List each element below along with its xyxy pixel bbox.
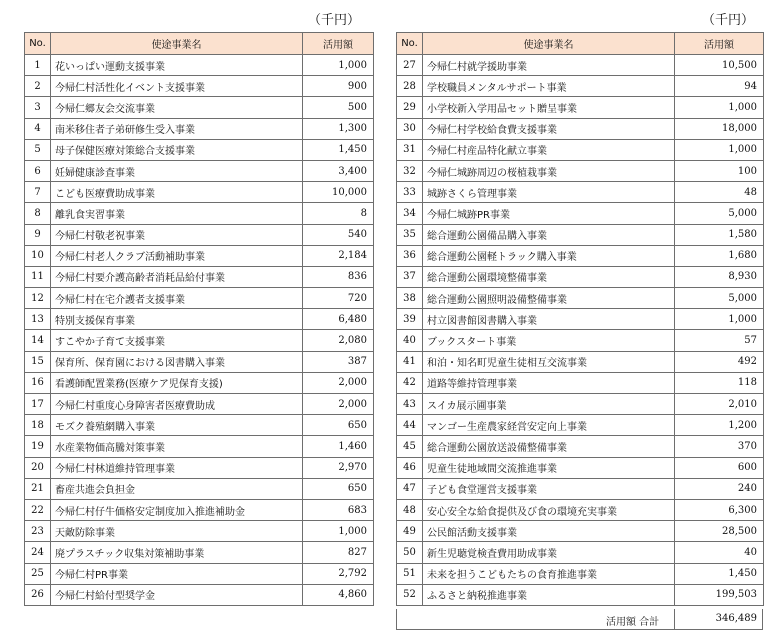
row-name: 今帰仁村産品特化献立事業 [423, 139, 675, 160]
row-name: 今帰仁村給付型奨学金 [51, 584, 303, 605]
row-amount: 1,450 [303, 139, 374, 160]
table-row [397, 76, 764, 97]
row-no: 39 [397, 309, 423, 330]
row-name: 公民館活動支援事業 [423, 521, 675, 542]
table-row [25, 563, 374, 584]
row-no: 2 [25, 76, 51, 97]
row-no: 13 [25, 309, 51, 330]
row-amount: 118 [675, 372, 764, 393]
table-row [25, 245, 374, 266]
row-no: 45 [397, 436, 423, 457]
table-row [25, 584, 374, 605]
row-no: 43 [397, 394, 423, 415]
table-row [397, 309, 764, 330]
allocation-table-right [396, 32, 764, 606]
row-amount: 3,400 [303, 160, 374, 181]
table-row [25, 224, 374, 245]
row-no: 11 [25, 266, 51, 287]
row-amount: 199,503 [675, 584, 764, 605]
row-name: 今帰仁村在宅介護者支援事業 [51, 288, 303, 309]
row-no: 25 [25, 563, 51, 584]
row-no: 44 [397, 415, 423, 436]
row-name: 今帰仁城跡周辺の桜植栽事業 [423, 160, 675, 181]
table-row [25, 521, 374, 542]
row-name: 南米移住者子弟研修生受入事業 [51, 118, 303, 139]
row-no: 8 [25, 203, 51, 224]
row-amount: 18,000 [675, 118, 764, 139]
row-no: 50 [397, 542, 423, 563]
row-no: 34 [397, 203, 423, 224]
row-name: 今帰仁村就学援助事業 [423, 55, 675, 76]
table-row [25, 542, 374, 563]
row-amount: 650 [303, 415, 374, 436]
header-amount: 活用額 [303, 33, 374, 55]
table-row [25, 288, 374, 309]
row-name: 水産業物価高騰対策事業 [51, 436, 303, 457]
table-row [25, 330, 374, 351]
table-row [25, 182, 374, 203]
row-no: 36 [397, 245, 423, 266]
total-label: 活用額 合計 [606, 617, 660, 628]
table-row [25, 394, 374, 415]
row-no: 37 [397, 266, 423, 287]
row-amount: 492 [675, 351, 764, 372]
row-name: ブックスタート事業 [423, 330, 675, 351]
total-amount: 346,489 [715, 613, 757, 624]
row-amount: 4,860 [303, 584, 374, 605]
row-name: 子ども食堂運営支援事業 [423, 478, 675, 499]
table-row [25, 118, 374, 139]
row-no: 46 [397, 457, 423, 478]
allocation-table-left [24, 32, 374, 606]
row-amount: 8 [303, 203, 374, 224]
row-no: 41 [397, 351, 423, 372]
row-name: 今帰仁村林道維持管理事業 [51, 457, 303, 478]
row-name: 今帰仁村学校給食費支援事業 [423, 118, 675, 139]
table-row [397, 351, 764, 372]
row-name: 和泊・知名町児童生徒相互交流事業 [423, 351, 675, 372]
row-amount: 1,680 [675, 245, 764, 266]
row-no: 18 [25, 415, 51, 436]
row-amount: 8,930 [675, 266, 764, 287]
row-name: 総合運動公園備品購入事業 [423, 224, 675, 245]
row-amount: 48 [675, 182, 764, 203]
row-name: 今帰仁村PR事業 [51, 563, 303, 584]
table-row [397, 457, 764, 478]
row-amount: 387 [303, 351, 374, 372]
row-no: 6 [25, 160, 51, 181]
row-amount: 720 [303, 288, 374, 309]
row-no: 33 [397, 182, 423, 203]
row-no: 5 [25, 139, 51, 160]
row-amount: 827 [303, 542, 374, 563]
table-row [25, 266, 374, 287]
row-no: 40 [397, 330, 423, 351]
unit-label-right: （千円） [702, 13, 755, 28]
row-name: すこやか子育て支援事業 [51, 330, 303, 351]
row-no: 30 [397, 118, 423, 139]
row-no: 12 [25, 288, 51, 309]
row-name: 廃プラスチック収集対策補助事業 [51, 542, 303, 563]
row-name: 総合運動公園照明設備整備事業 [423, 288, 675, 309]
table-row [25, 436, 374, 457]
row-amount: 1,300 [303, 118, 374, 139]
table-row [397, 521, 764, 542]
row-no: 22 [25, 499, 51, 520]
row-amount: 1,000 [303, 55, 374, 76]
row-amount: 6,300 [675, 499, 764, 520]
row-no: 17 [25, 394, 51, 415]
table-row [397, 224, 764, 245]
row-name: 安心安全な給食提供及び食の環境充実事業 [423, 499, 675, 520]
row-amount: 2,080 [303, 330, 374, 351]
row-amount: 900 [303, 76, 374, 97]
unit-label-left: （千円） [308, 13, 361, 28]
table-row [397, 542, 764, 563]
table-row [25, 415, 374, 436]
row-no: 31 [397, 139, 423, 160]
table-row [25, 499, 374, 520]
row-no: 10 [25, 245, 51, 266]
table-row [25, 478, 374, 499]
row-name: 村立図書館図書購入事業 [423, 309, 675, 330]
table-row [397, 499, 764, 520]
row-amount: 6,480 [303, 309, 374, 330]
table-row [397, 139, 764, 160]
row-name: 児童生徒地域間交流推進事業 [423, 457, 675, 478]
table-row [397, 55, 764, 76]
row-name: 花いっぱい運動支援事業 [51, 55, 303, 76]
row-name: 今帰仁城跡PR事業 [423, 203, 675, 224]
row-name: こども医療費助成事業 [51, 182, 303, 203]
row-amount: 5,000 [675, 203, 764, 224]
row-no: 23 [25, 521, 51, 542]
row-amount: 57 [675, 330, 764, 351]
row-name: 新生児聴覚検査費用助成事業 [423, 542, 675, 563]
row-amount: 1,000 [675, 309, 764, 330]
row-no: 21 [25, 478, 51, 499]
row-no: 48 [397, 499, 423, 520]
table-row [397, 372, 764, 393]
row-amount: 40 [675, 542, 764, 563]
table-row [25, 139, 374, 160]
row-no: 3 [25, 97, 51, 118]
row-no: 32 [397, 160, 423, 181]
row-amount: 5,000 [675, 288, 764, 309]
row-name: 今帰仁村老人クラブ活動補助事業 [51, 245, 303, 266]
total-row [396, 609, 763, 630]
row-name: 道路等維持管理事業 [423, 372, 675, 393]
row-no: 27 [397, 55, 423, 76]
table-row [397, 97, 764, 118]
row-name: モズク養殖網購入事業 [51, 415, 303, 436]
row-name: 看護師配置業務(医療ケア児保育支援) [51, 372, 303, 393]
table-row [25, 97, 374, 118]
row-amount: 10,500 [675, 55, 764, 76]
row-name: 城跡さくら管理事業 [423, 182, 675, 203]
table-row [397, 203, 764, 224]
table-row [25, 76, 374, 97]
row-amount: 836 [303, 266, 374, 287]
table-row [397, 330, 764, 351]
table-row [397, 478, 764, 499]
table-row [397, 436, 764, 457]
row-amount: 100 [675, 160, 764, 181]
row-no: 1 [25, 55, 51, 76]
table-row [25, 55, 374, 76]
row-name: 総合運動公園軽トラック購入事業 [423, 245, 675, 266]
row-no: 9 [25, 224, 51, 245]
row-amount: 1,580 [675, 224, 764, 245]
row-amount: 1,000 [303, 521, 374, 542]
row-amount: 2,010 [675, 394, 764, 415]
row-amount: 2,000 [303, 394, 374, 415]
row-no: 4 [25, 118, 51, 139]
row-no: 52 [397, 584, 423, 605]
row-name: 特別支援保育事業 [51, 309, 303, 330]
row-amount: 500 [303, 97, 374, 118]
row-name: 今帰仁村重度心身障害者医療費助成 [51, 394, 303, 415]
row-name: 母子保健医療対策総合支援事業 [51, 139, 303, 160]
row-no: 49 [397, 521, 423, 542]
table-row [397, 584, 764, 605]
row-name: 総合運動公園放送設備整備事業 [423, 436, 675, 457]
header-no: No. [25, 33, 51, 55]
row-name: 天敵防除事業 [51, 521, 303, 542]
row-name: 未来を担うこどもたちの食育推進事業 [423, 563, 675, 584]
row-amount: 1,460 [303, 436, 374, 457]
table-row [397, 160, 764, 181]
header-amount: 活用額 [675, 33, 764, 55]
table-row [25, 372, 374, 393]
header-no: No. [397, 33, 423, 55]
row-no: 15 [25, 351, 51, 372]
row-name: 学校職員メンタルサポート事業 [423, 76, 675, 97]
header-name: 使途事業名 [423, 33, 675, 55]
row-amount: 650 [303, 478, 374, 499]
table-row [25, 160, 374, 181]
row-name: 今帰仁村仔牛価格安定制度加入推進補助金 [51, 499, 303, 520]
row-amount: 10,000 [303, 182, 374, 203]
row-amount: 2,000 [303, 372, 374, 393]
row-amount: 2,184 [303, 245, 374, 266]
row-amount: 1,000 [675, 139, 764, 160]
row-amount: 540 [303, 224, 374, 245]
table-row [25, 457, 374, 478]
row-amount: 2,792 [303, 563, 374, 584]
table-row [397, 266, 764, 287]
row-amount: 1,000 [675, 97, 764, 118]
row-amount: 683 [303, 499, 374, 520]
table-row [397, 118, 764, 139]
row-no: 16 [25, 372, 51, 393]
row-no: 20 [25, 457, 51, 478]
row-no: 47 [397, 478, 423, 499]
row-no: 14 [25, 330, 51, 351]
row-name: 畜産共進会負担金 [51, 478, 303, 499]
row-no: 26 [25, 584, 51, 605]
table-header [397, 33, 764, 55]
row-name: 小学校新入学用品セット贈呈事業 [423, 97, 675, 118]
table-row [397, 415, 764, 436]
row-no: 7 [25, 182, 51, 203]
row-amount: 2,970 [303, 457, 374, 478]
row-no: 24 [25, 542, 51, 563]
row-amount: 600 [675, 457, 764, 478]
row-no: 51 [397, 563, 423, 584]
row-no: 19 [25, 436, 51, 457]
row-amount: 94 [675, 76, 764, 97]
row-name: 今帰仁村要介護高齢者消耗品給付事業 [51, 266, 303, 287]
row-amount: 240 [675, 478, 764, 499]
table-row [397, 182, 764, 203]
row-amount: 1,450 [675, 563, 764, 584]
row-name: マンゴー生産農家経営安定向上事業 [423, 415, 675, 436]
table-row [25, 351, 374, 372]
row-name: ふるさと納税推進事業 [423, 584, 675, 605]
row-no: 38 [397, 288, 423, 309]
table-header [25, 33, 374, 55]
row-no: 28 [397, 76, 423, 97]
table-row [25, 203, 374, 224]
row-name: 今帰仁村敬老祝事業 [51, 224, 303, 245]
row-name: 今帰仁郷友会交流事業 [51, 97, 303, 118]
header-name: 使途事業名 [51, 33, 303, 55]
row-name: 離乳食実習事業 [51, 203, 303, 224]
row-amount: 28,500 [675, 521, 764, 542]
table-row [25, 309, 374, 330]
row-amount: 1,200 [675, 415, 764, 436]
row-amount: 370 [675, 436, 764, 457]
table-row [397, 394, 764, 415]
table-row [397, 563, 764, 584]
row-name: 今帰仁村活性化イベント支援事業 [51, 76, 303, 97]
row-name: 総合運動公園環境整備事業 [423, 266, 675, 287]
row-no: 35 [397, 224, 423, 245]
row-name: スイカ展示圃事業 [423, 394, 675, 415]
row-no: 42 [397, 372, 423, 393]
table-row [397, 245, 764, 266]
table-row [397, 288, 764, 309]
row-name: 保育所、保育園における図書購入事業 [51, 351, 303, 372]
row-no: 29 [397, 97, 423, 118]
row-name: 妊婦健康診査事業 [51, 160, 303, 181]
